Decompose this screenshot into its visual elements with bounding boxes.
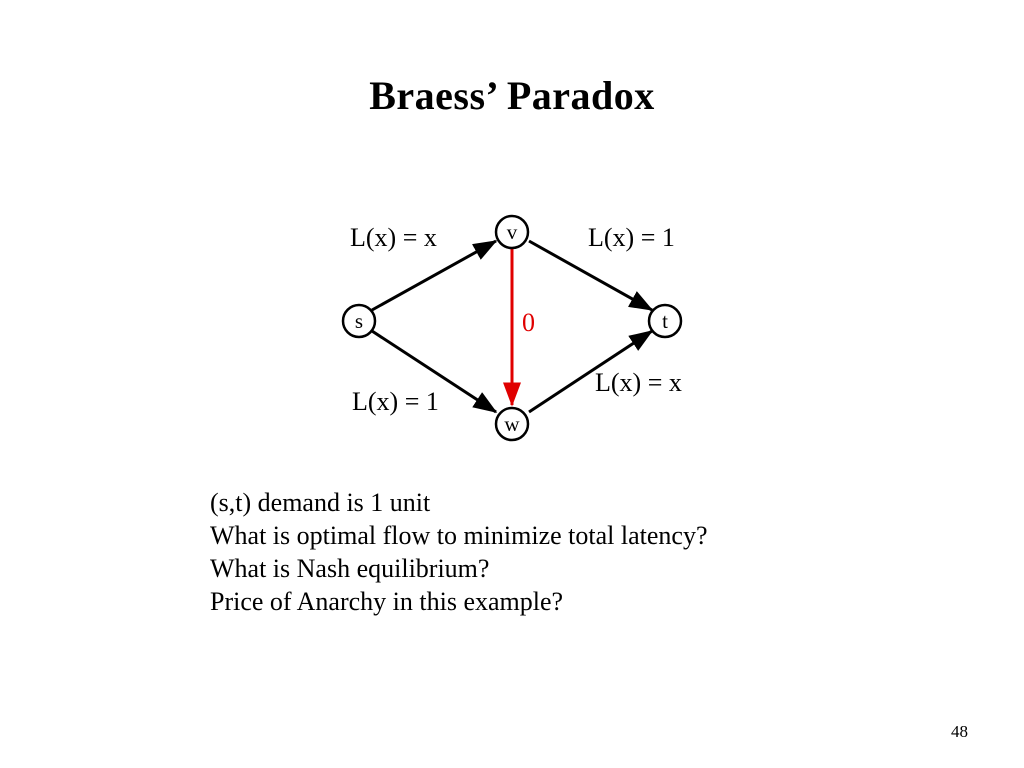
question-line-1: (s,t) demand is 1 unit: [210, 488, 431, 517]
question-line-2: What is optimal flow to minimize total latency?: [210, 521, 708, 550]
edge-label-v-t: L(x) = 1: [588, 223, 675, 252]
edge-label-s-v: L(x) = x: [350, 223, 437, 252]
edge-label-s-w: L(x) = 1: [352, 387, 439, 416]
question-line-4: Price of Anarchy in this example?: [210, 587, 564, 616]
question-line-3: What is Nash equilibrium?: [210, 554, 490, 583]
page-title: Braess’ Paradox: [369, 73, 655, 118]
node-label-v: v: [506, 220, 518, 244]
node-label-w: w: [504, 412, 520, 436]
node-label-t: t: [662, 309, 668, 333]
braess-network-diagram: [330, 200, 730, 460]
edge-label-w-t: L(x) = x: [595, 368, 682, 397]
page-number: 48: [951, 722, 968, 741]
edge-label-v-w: 0: [522, 308, 535, 337]
node-label-s: s: [354, 309, 364, 333]
questions-block: [210, 486, 950, 618]
